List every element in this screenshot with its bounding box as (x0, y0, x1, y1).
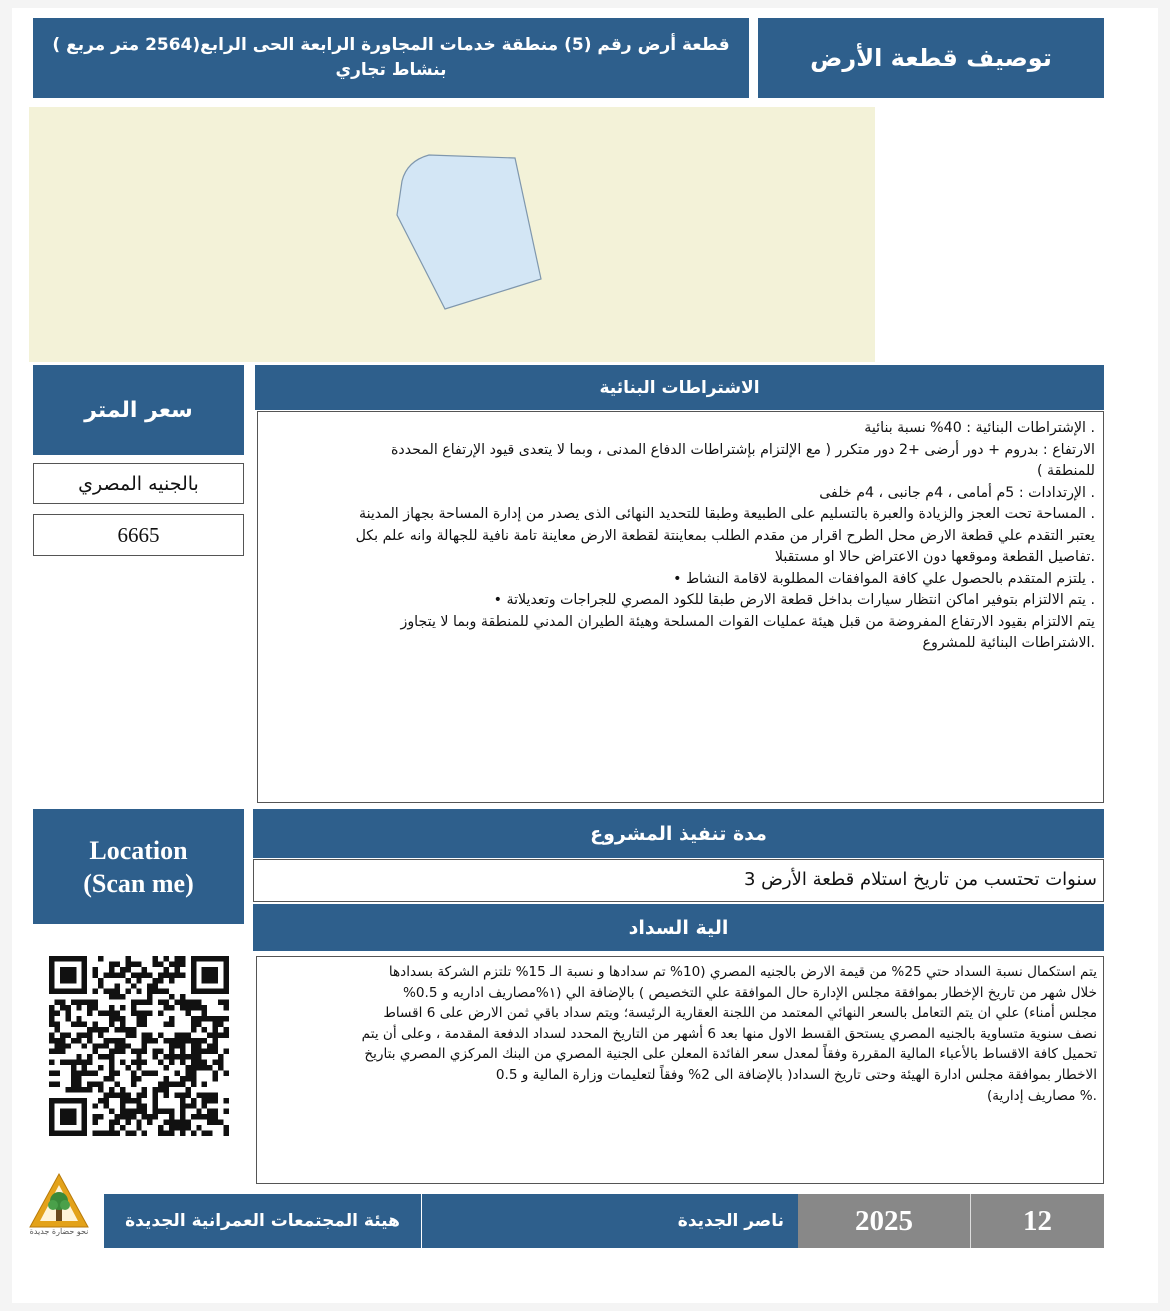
condition-line: . الإشتراطات البنائية : 40% نسبة بنائية (864, 420, 1095, 436)
footer-year-text: 2025 (855, 1204, 913, 1237)
price-value-text: 6665 (117, 522, 160, 547)
payment-line: مجلس أمناء) علي ان يتم التعامل بالسعر النهائي المعتمد من اللجنة العقارية الرئيسة؛ ويتم سداد باقي ثمن الارض على 6 اقساط (383, 1005, 1097, 1022)
condition-line: .الاشتراطات البنائية للمشروع (922, 635, 1095, 651)
payment-line: نصف سنوية متساوية بالجنيه المصري يستحق القسط الاول منها بعد 6 أشهر من التاريخ المحدد لسداد الدفعة المقدمة ، وعلى أن يتم (361, 1025, 1097, 1042)
condition-line: . يلتزم المتقدم بالحصول علي كافة الموافقات المطلوبة لاقامة النشاط • (673, 570, 1095, 587)
plot-title-line1: قطعة أرض رقم (5) منطقة خدمات المجاورة الرابعة الحى الرابع(2564 متر مربع ) (52, 35, 730, 55)
footer-page-number (970, 1194, 1104, 1248)
footer-authority (104, 1194, 421, 1248)
section-title-text: توصيف قطعة الأرض (810, 44, 1052, 72)
price-value (33, 514, 244, 556)
footer-year (798, 1194, 970, 1248)
condition-line: . المساحة تحت العجز والزيادة والعبرة بالتسليم على الطبيعة وطبقا للتحديد النهائى الذى يصدر من إدارة المساحة بجهاز المدينة (358, 506, 1095, 522)
qr-code-icon[interactable] (49, 956, 229, 1136)
plot-title (33, 18, 749, 98)
logo-caption: نحو حضارة جديدة (29, 1227, 89, 1236)
payment-line: خلال شهر من تاريخ الإخطار بموافقة مجلس الإدارة حال الموافقة علي التخصيص ) بالإضافة الي (١%مصاريف اداريه و 0.5% (402, 984, 1097, 1001)
payment-title-text: الية السداد (628, 916, 729, 939)
condition-line: . يتم الالتزام بتوفير اماكن انتظار سيارات بداخل قطعة الارض طبقا للكود المصري للجراجات وتعديلاتة • (493, 592, 1095, 608)
footer-city (422, 1194, 798, 1248)
location-title-line2: (Scan me) (83, 868, 194, 898)
duration-title-text: مدة تنفيذ المشروع (590, 822, 767, 845)
payment-line: تحميل كافة الاقساط بالأعباء المالية المقررة وفقاً لمعدل سعر الفائدة المعلن على الجنية المصري من البنك المركزي المصري بتاريخ (364, 1046, 1097, 1063)
qr-code-svg (49, 956, 229, 1136)
plot-map-svg (29, 107, 875, 362)
price-currency (33, 463, 244, 504)
price-currency-text: بالجنيه المصري (78, 472, 199, 495)
duration-text (253, 859, 1104, 902)
duration-title (253, 809, 1104, 858)
payment-line: .% مصاريف إدارية) (986, 1087, 1097, 1104)
payment-line: الاخطار بموافقة مجلس ادارة الهيئة وحتى تاريخ السداد( بالإضافة الى 2% وفقاً لتعليمات وزارة المالية و 0.5 (495, 1066, 1097, 1083)
building-conditions-title (255, 365, 1104, 410)
page (12, 8, 1158, 1303)
payment-line: يتم استكمال نسبة السداد حتي 25% من قيمة الارض بالجنيه المصري (10% تم سدادها و نسبة الـ 15% تلتزم الشركة بسدادها (388, 964, 1097, 980)
plot-shape (397, 155, 541, 309)
payment-title (253, 904, 1104, 951)
location-title-line1: Location (89, 835, 188, 865)
footer-page-number-text: 12 (1023, 1204, 1052, 1237)
price-title-text: سعر المتر (84, 397, 193, 423)
duration-text-value: سنوات تحتسب من تاريخ استلام قطعة الأرض 3 (743, 869, 1097, 890)
footer-city-text: ناصر الجديدة (677, 1211, 784, 1231)
price-title (33, 365, 244, 455)
building-conditions-body (257, 411, 1104, 803)
plot-title-line2: بنشاط تجاري (335, 60, 447, 80)
condition-line: يتم الالتزام بقيود الارتفاع المفروضة من قبل هيئة عمليات القوات المسلحة وهيئة الطيران المدني للمنطقة وبما لا يتجاوز (400, 613, 1095, 630)
condition-line: الارتفاع : بدروم + دور أرضى +2 دور متكرر ( مع الإلتزام بإشتراطات الدفاع المدنى ، وبما لا يتعدى قيود الإرتفاع المحددة (390, 441, 1095, 458)
section-title (758, 18, 1104, 98)
location-title (33, 809, 244, 924)
authority-logo-icon (26, 1171, 92, 1241)
payment-body (256, 956, 1104, 1184)
condition-line: يعتبر التقدم علي قطعة الارض محل الطرح اقرار من مقدم الطلب بمعاينتة لقطعة الارض معاينة تامة نافية للجهالة وانه علم بكل (355, 527, 1095, 544)
building-conditions-title-text: الاشتراطات البنائية (599, 377, 760, 398)
condition-line: للمنطقة ) (1037, 463, 1095, 479)
condition-line: .تفاصيل القطعة وموقعها دون الاعتراض حالا او مستقبلا (774, 549, 1095, 565)
footer-authority-text: هيئة المجتمعات العمرانية الجديدة (125, 1211, 400, 1231)
plot-map (29, 107, 875, 362)
condition-line: . الإرتدادات : 5م أمامى ، 4م جانبى ، 4م خلفى (819, 484, 1095, 501)
